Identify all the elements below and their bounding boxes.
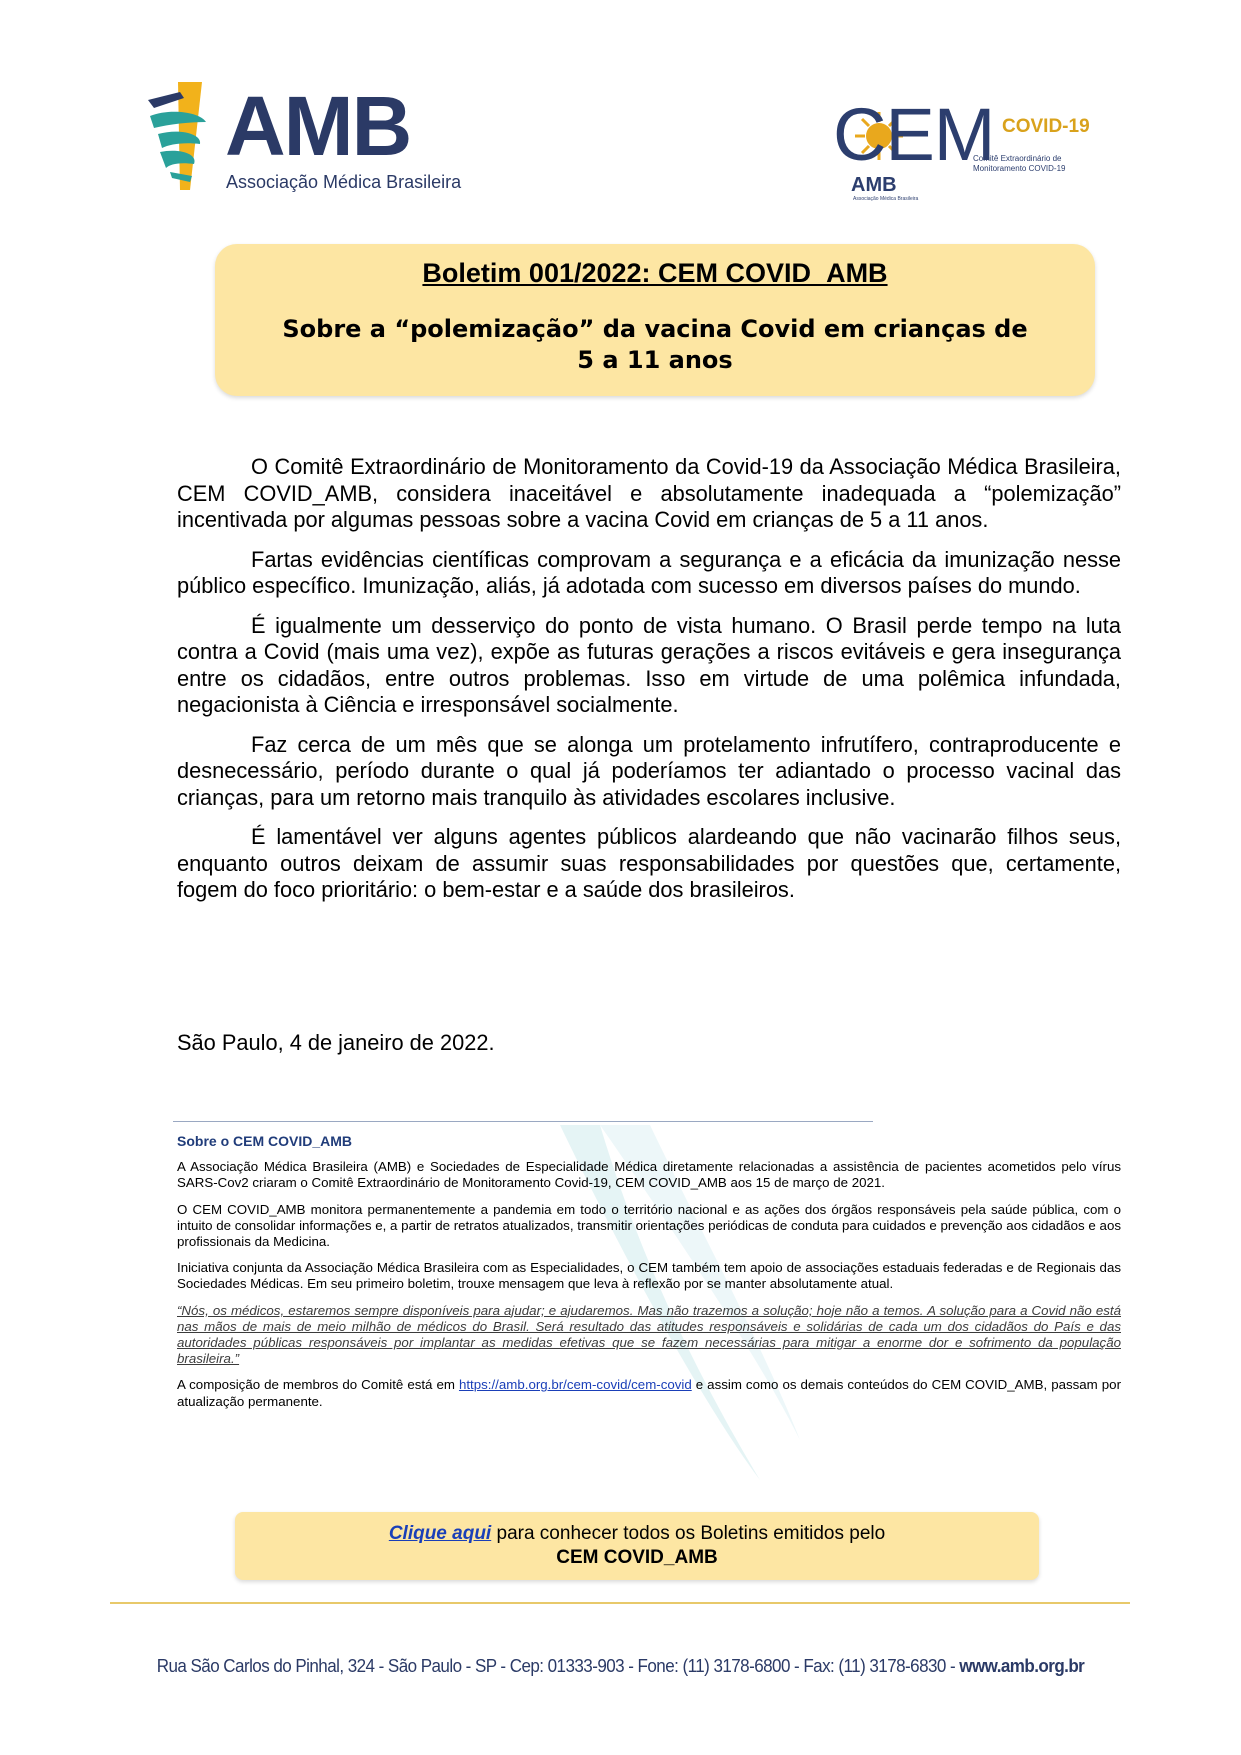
cta-line bbox=[235, 1522, 1039, 1546]
footer-address-text: Rua São Carlos do Pinhal, 324 - São Paulo - SP - Cep: 01333-903 - Fone: (11) 3178-6800 - Fax: (11) 3178-6830 - bbox=[156, 1655, 960, 1676]
about-section bbox=[177, 1133, 1121, 1420]
about-paragraph: Iniciativa conjunta da Associação Médica Brasileira com as Especialidades, o CEM também tem apoio de associações estaduais federadas e de Regionais das Sociedades Médicas. Em seu primeiro boletim, trouxe mensagem que leva à reflexão por se manter absolutamente atual. bbox=[177, 1260, 1121, 1292]
cem-logo-amb: AMB bbox=[851, 174, 897, 196]
cem-covid-logo bbox=[815, 93, 1095, 208]
footer-address bbox=[50, 1655, 1192, 1677]
signature-date: São Paulo, 4 de janeiro de 2022. bbox=[177, 1030, 495, 1055]
bulletin-title-box bbox=[215, 244, 1095, 396]
click-here-link[interactable]: Clique aqui bbox=[388, 1523, 492, 1544]
about-divider bbox=[173, 1121, 873, 1122]
about-paragraph: O CEM COVID_AMB monitora permanentemente a pandemia em todo o território nacional e as ações dos órgãos responsáveis pela saúde pública, com o intuito de consolidar informações e, a partir de retratos atualizados, transmitir orientações periódicas de conduta para cuidados e prevenção aos cidadãos e aos profissionais da Medicina. bbox=[177, 1201, 1121, 1250]
bulletins-cta-box bbox=[235, 1512, 1039, 1580]
footer-divider bbox=[110, 1602, 1130, 1604]
cta-org-name: CEM COVID_AMB bbox=[556, 1547, 718, 1568]
bulletin-title: Boletim 001/2022: CEM COVID_AMB bbox=[422, 258, 888, 288]
body-paragraph: É igualmente um desserviço do ponto de vista humano. O Brasil perde tempo na luta contra a Covid (mais uma vez), expõe as futuras gerações a riscos evitáveis e gera insegurança entre os cidadãos, entre outros problemas. Isso em virtude de uma polêmica infundada, negacionista à Ciência e irresponsável socialmente. bbox=[177, 612, 1121, 717]
about-membership-text-after: e assim como os demais conteúdos do CEM COVID_AMB, passam por atualização permanente. bbox=[177, 1377, 1122, 1409]
amb-logo-text: AMB bbox=[225, 79, 411, 173]
cta-text: para conhecer todos os Boletins emitidos pelo bbox=[491, 1523, 886, 1544]
body-paragraph: Faz cerca de um mês que se alonga um protelamento infrutífero, contraproducente e desnecessário, período durante o qual já poderíamos ter adiantado o processo vacinal das crianças, para um retorno mais tranquilo às atividades escolares inclusive. bbox=[177, 731, 1121, 810]
amb-logo bbox=[140, 78, 462, 198]
about-title: Sobre o CEM COVID_AMB bbox=[177, 1133, 353, 1149]
bulletin-subtitle: Sobre a “polemização” da vacina Covid em crianças de 5 a 11 anos bbox=[282, 315, 1028, 374]
body-paragraph: Fartas evidências científicas comprovam a segurança e a eficácia da imunização nesse público específico. Imunização, aliás, já adotada com sucesso em diversos países do mundo. bbox=[177, 546, 1121, 598]
cem-logo-text: CEM bbox=[833, 93, 995, 176]
bulletin-body bbox=[177, 454, 1121, 917]
cem-covid-link[interactable]: https://amb.org.br/cem-covid/cem-covid bbox=[458, 1377, 692, 1393]
about-membership-text-before: A composição de membros do Comitê está em bbox=[177, 1377, 459, 1393]
about-paragraph: A Associação Médica Brasileira (AMB) e Sociedades de Especialidade Médica diretamente relacionadas a assistência de pacientes acometidos pelo vírus SARS-Cov2 criaram o Comitê Extraordinário de Monitoramento Covid-19, CEM COVID_AMB aos 15 de março de 2021. bbox=[177, 1159, 1121, 1191]
cem-logo-subtitle: Comitê Extraordinário de Monitoramento COVID-19 bbox=[973, 154, 1066, 173]
about-quote: “Nós, os médicos, estaremos sempre disponíveis para ajudar; e ajudaremos. Mas não trazemos a solução; hoje não a temos. A solução para a Covid não está nas mãos de mais de meio milhão de médicos do Brasil. Será resultado das atitudes responsáveis e solidárias de cada um dos cidadãos do País e das autoridades públicas responsáveis por implantar as medidas efetivas que se fazem necessárias para mitigar a enorme dor e sofrimento da população brasileira.” bbox=[177, 1302, 1121, 1367]
body-paragraph: É lamentável ver alguns agentes públicos alardeando que não vacinarão filhos seus, enquanto outros deixam de assumir suas responsabilidades por questões que, certamente, fogem do foco prioritário: o bem-estar e a saúde dos brasileiros. bbox=[177, 824, 1121, 902]
about-membership-paragraph bbox=[177, 1377, 1121, 1409]
amb-logo-subtitle: Associação Médica Brasileira bbox=[226, 172, 462, 192]
caduceus-icon bbox=[140, 78, 220, 193]
footer-website: www.amb.org.br bbox=[959, 1655, 1085, 1676]
cem-logo-amb-subtitle: Associação Médica Brasileira bbox=[853, 196, 919, 202]
cem-logo-badge: COVID-19 bbox=[1002, 116, 1090, 137]
body-paragraph: O Comitê Extraordinário de Monitoramento da Covid-19 da Associação Médica Brasileira, CEM COVID_AMB, considera inaceitável e absolutamente inadequada a “polemização” incentivada por algumas pessoas sobre a vacina Covid em crianças de 5 a 11 anos. bbox=[177, 454, 1121, 532]
